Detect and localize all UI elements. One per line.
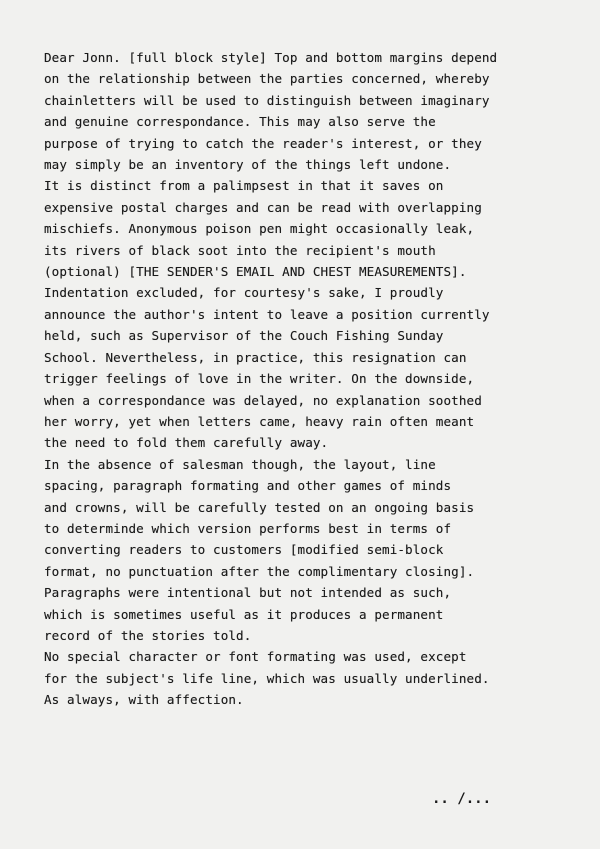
letter-line: (optional) [THE SENDER'S EMAIL AND CHEST MEASUREMENTS]. — [44, 264, 467, 280]
letter-line: chainletters will be used to distinguish between imaginary — [44, 92, 490, 108]
letter-line: record of the stories told. — [44, 627, 252, 643]
letter-line: announce the author's intent to leave a position currently — [44, 306, 490, 322]
letter-line: mischiefs. Anonymous poison pen might occasionally leak, — [44, 221, 475, 237]
letter-line: expensive postal charges and can be read with overlapping — [44, 199, 482, 215]
letter-line: Paragraphs were intentional but not intended as such, — [44, 585, 452, 601]
letter-line: trigger feelings of love in the writer. On the downside, — [44, 371, 475, 387]
letter-body — [44, 47, 574, 711]
letter-line: and crowns, will be carefully tested on an ongoing basis — [44, 499, 475, 515]
letter-line: and genuine correspondance. This may also serve the — [44, 114, 436, 130]
signature: .. /... — [432, 791, 492, 807]
letter-line: which is sometimes useful as it produces a permanent — [44, 606, 444, 622]
letter-line: Dear Jonn. [full block style] Top and bottom margins depend — [44, 50, 498, 65]
letter-line: No special character or font formating was used, except — [44, 649, 467, 665]
letter-line: her worry, yet when letters came, heavy rain often meant — [44, 413, 475, 429]
letter-line: Indentation excluded, for courtesy's sake, I proudly — [44, 285, 444, 301]
letter-line: format, no punctuation after the complimentary closing]. — [44, 563, 475, 579]
letter-line: on the relationship between the parties concerned, whereby — [44, 71, 490, 87]
letter-line: It is distinct from a palimpsest in that it saves on — [44, 178, 444, 194]
letter-line: held, such as Supervisor of the Couch Fishing Sunday — [44, 328, 444, 344]
letter-line: to determinde which version performs best in terms of — [44, 520, 452, 536]
letter-line: In the absence of salesman though, the layout, line — [44, 456, 436, 472]
letter-line: As always, with affection. — [44, 692, 244, 708]
letter-line: when a correspondance was delayed, no explanation soothed — [44, 392, 482, 408]
letter-line: spacing, paragraph formating and other games of minds — [44, 478, 452, 494]
letter-line: for the subject's life line, which was usually underlined. — [44, 670, 490, 686]
letter-line: may simply be an inventory of the things left undone. — [44, 157, 452, 173]
letter-line: the need to fold them carefully away. — [44, 435, 329, 451]
letter-line: purpose of trying to catch the reader's interest, or they — [44, 135, 482, 151]
letter-line: its rivers of black soot into the recipient's mouth — [44, 242, 436, 258]
letter-line: School. Nevertheless, in practice, this resignation can — [44, 349, 467, 365]
letter-line: converting readers to customers [modified semi-block — [44, 542, 444, 558]
